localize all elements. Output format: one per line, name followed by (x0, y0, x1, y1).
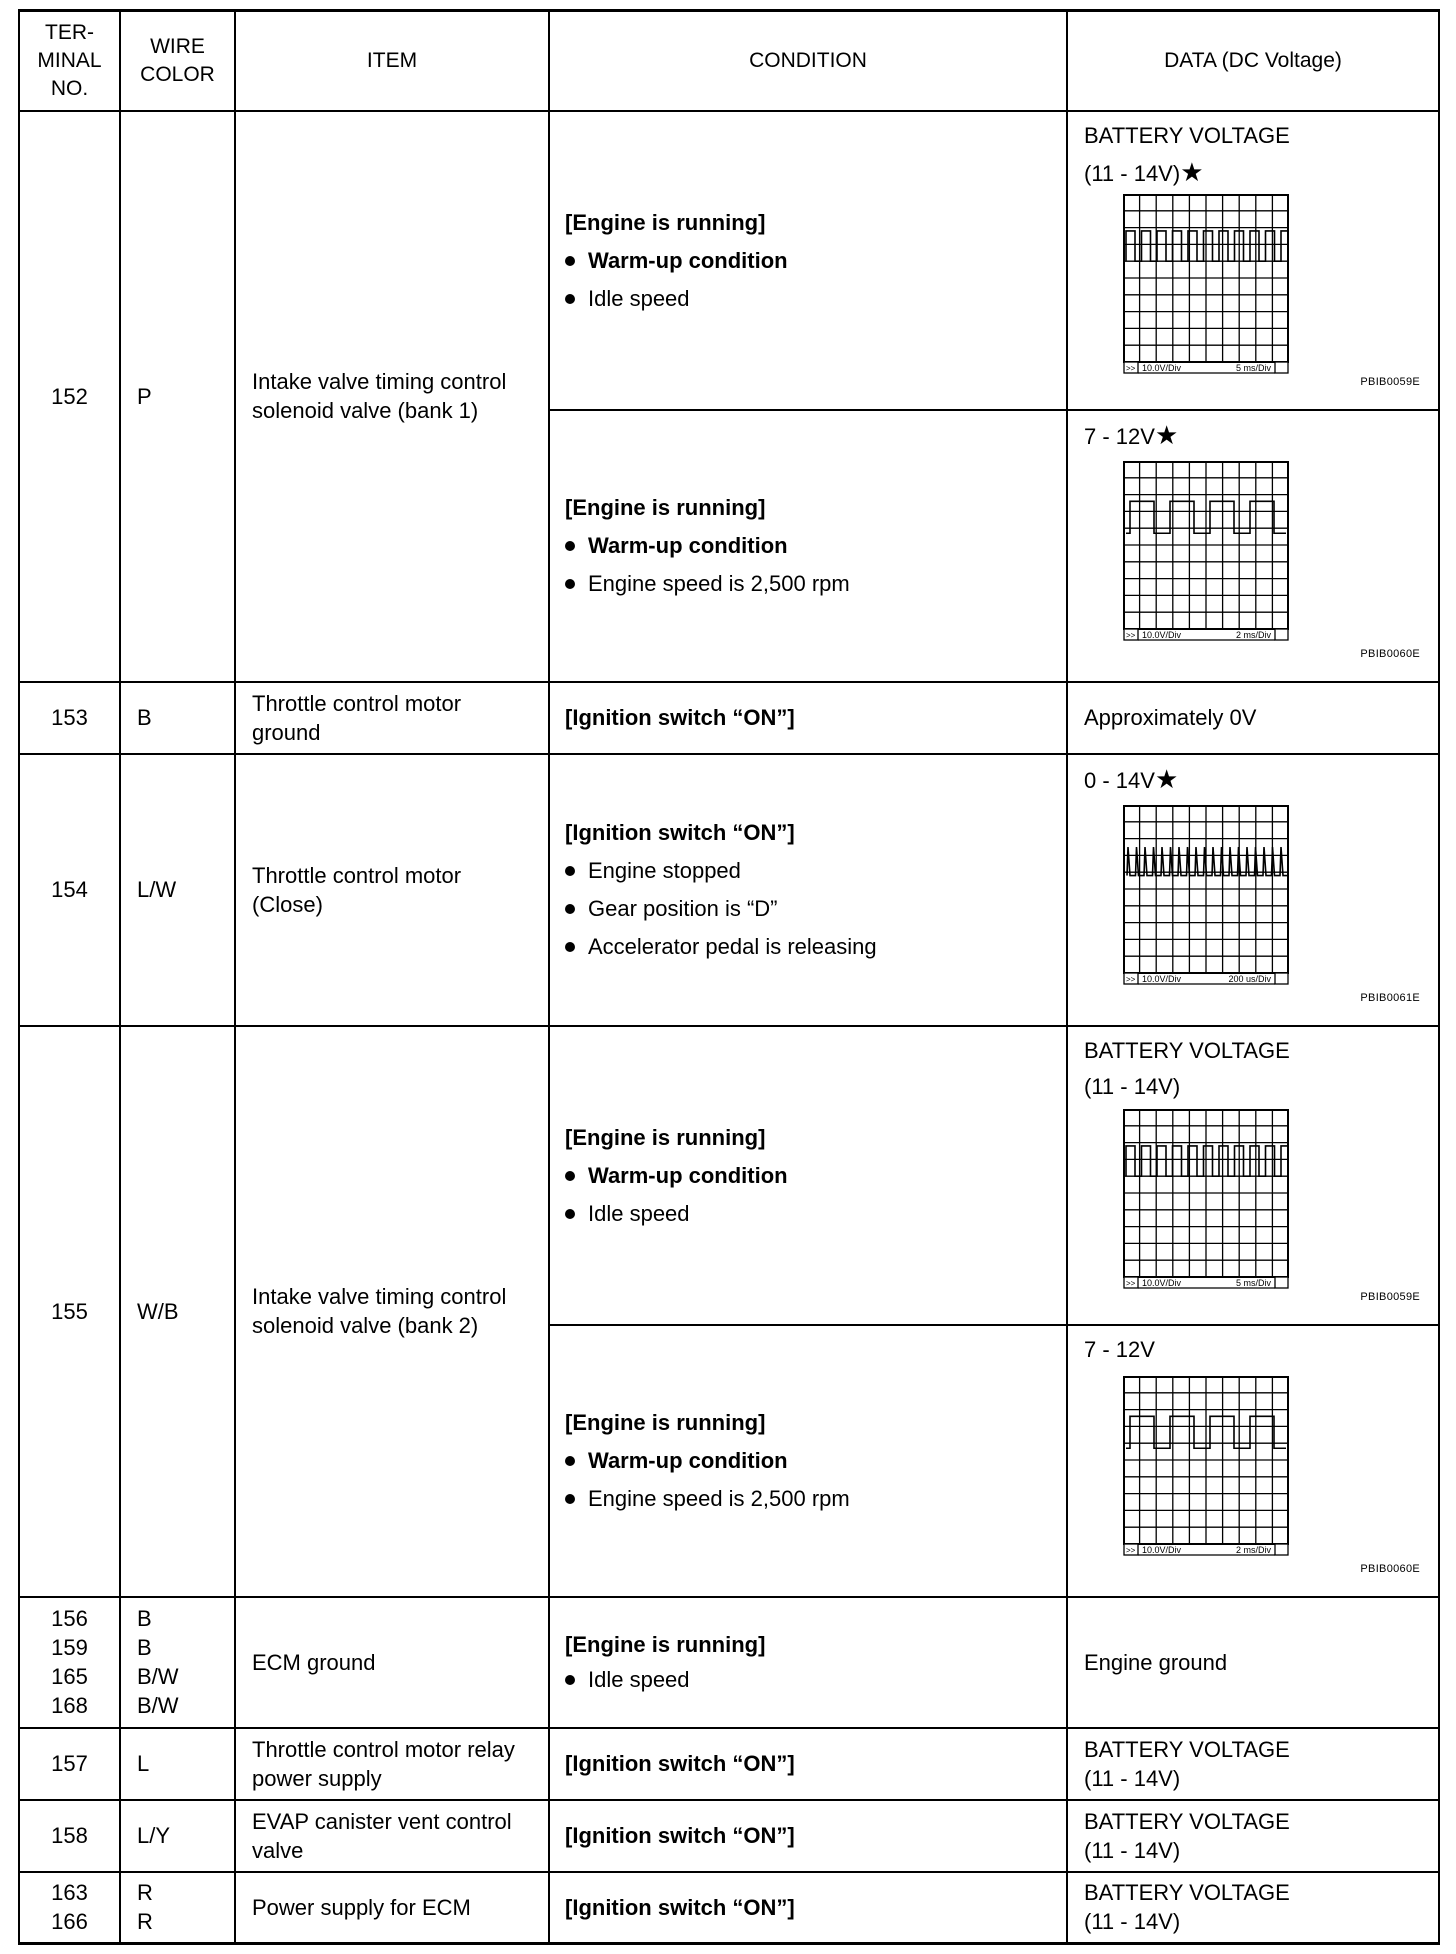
condition-cell (549, 111, 1067, 410)
condition-title: [Engine is running] (565, 495, 766, 520)
wire-color: L/Y (120, 1800, 235, 1872)
table-row (19, 1026, 1439, 1325)
figure-code: PBIB0059E (1360, 1290, 1420, 1303)
data-text: 7 - 12V (1084, 1336, 1155, 1362)
item-line: Intake valve timing control (252, 1284, 507, 1309)
condition-title: [Ignition switch “ON”] (565, 1751, 795, 1776)
item-line: Throttle control motor (252, 862, 462, 888)
ecm-terminal-table (18, 9, 1440, 1945)
bullet-text: Warm-up condition (588, 1448, 788, 1473)
bullet-text: Engine speed is 2,500 rpm (588, 571, 850, 596)
header-data: DATA (DC Voltage) (1067, 11, 1439, 111)
figure-code: PBIB0061E (1360, 991, 1420, 1004)
wire-line: R (137, 1909, 153, 1935)
data-cell (1067, 1872, 1439, 1944)
oscilloscope-waveform (1123, 194, 1289, 374)
data-cell (1067, 754, 1439, 1026)
table-row (19, 111, 1439, 410)
bullet-icon (565, 579, 575, 589)
bullet-icon (565, 942, 575, 952)
scope-time-label: 200 us/Div (1228, 973, 1271, 984)
condition-title: [Engine is running] (565, 209, 766, 235)
scope-grid (1124, 1377, 1288, 1544)
figure-code: PBIB0060E (1360, 647, 1420, 660)
item-line: EVAP canister vent control (252, 1808, 512, 1834)
bullet-text: Idle speed (588, 1200, 690, 1226)
data-text: (11 - 14V) (1084, 1765, 1181, 1791)
header-terminal-line: NO. (50, 76, 89, 100)
item-line: Intake valve timing control (252, 369, 507, 394)
wire-color: B (120, 682, 235, 754)
bullet-text: Warm-up condition (588, 533, 788, 558)
item-line: solenoid valve (bank 2) (252, 1313, 479, 1338)
bullet-icon (565, 1494, 575, 1504)
scope-time-label: 5 ms/Div (1235, 1277, 1271, 1288)
data-cell (1067, 1800, 1439, 1872)
scope-footer (1124, 629, 1288, 640)
header-terminal-line: TER- (45, 20, 94, 44)
item-cell: Power supply for ECM (235, 1872, 549, 1944)
condition-bullet (565, 284, 1066, 313)
table-row (19, 1800, 1439, 1872)
condition-bullet (565, 1446, 1066, 1475)
table-row (19, 1728, 1439, 1800)
condition-bullet (565, 932, 1066, 961)
terminal-line: 163 (51, 1880, 88, 1906)
scope-time-label: 2 ms/Div (1235, 629, 1271, 640)
condition-cell (549, 1597, 1067, 1728)
item-line: (Close) (252, 891, 323, 917)
data-value: 0 - 14V (1084, 767, 1155, 793)
bullet-icon (565, 256, 575, 266)
bullet-icon (565, 541, 575, 551)
terminal-no: 157 (19, 1728, 120, 1800)
header-wire-color (120, 11, 235, 111)
bullet-icon (565, 1171, 575, 1181)
oscilloscope-waveform (1123, 1109, 1289, 1289)
item-cell: ECM ground (235, 1597, 549, 1728)
scope-grid (1124, 462, 1288, 629)
item-cell (235, 682, 549, 754)
star-icon: ★ (1154, 419, 1179, 450)
data-text: (11 - 14V) (1084, 1909, 1181, 1935)
scope-arrow-label: >> (1126, 1545, 1136, 1555)
bullet-icon (565, 904, 575, 914)
bullet-text: Idle speed (588, 1667, 690, 1692)
data-text (1084, 154, 1438, 192)
condition-title: [Ignition switch “ON”] (565, 1823, 795, 1848)
condition-cell (549, 410, 1067, 682)
oscilloscope-waveform (1123, 1376, 1289, 1556)
oscilloscope-waveform (1123, 461, 1289, 641)
condition-title: [Ignition switch “ON”] (565, 705, 795, 730)
scope-volt-label: 10.0V/Div (1142, 362, 1182, 373)
data-text: (11 - 14V) (1084, 1073, 1181, 1099)
data-text (1084, 417, 1438, 455)
condition-bullet (565, 1665, 1066, 1694)
terminal-line: 165 (51, 1664, 88, 1689)
data-text: BATTERY VOLTAGE (1084, 122, 1290, 148)
condition-bullet (565, 1199, 1066, 1228)
scope-arrow-label: >> (1126, 1278, 1136, 1288)
figure-code: PBIB0060E (1360, 1562, 1420, 1575)
bullet-text: Warm-up condition (588, 247, 788, 273)
data-text: BATTERY VOLTAGE (1084, 1037, 1290, 1063)
condition-cell (549, 1800, 1067, 1872)
bullet-text: Accelerator pedal is releasing (588, 934, 877, 959)
terminal-no: 154 (19, 754, 120, 1026)
bullet-text: Gear position is “D” (588, 896, 778, 921)
wire-color: L (120, 1728, 235, 1800)
data-cell (1067, 1728, 1439, 1800)
data-cell (1067, 410, 1439, 682)
item-cell (235, 1026, 549, 1597)
condition-bullet (565, 1161, 1066, 1190)
scope-grid (1124, 806, 1288, 973)
header-terminal-line: MINAL (37, 48, 102, 72)
terminal-no: 155 (19, 1026, 120, 1597)
bullet-icon (565, 1675, 575, 1685)
scope-time-label: 5 ms/Div (1235, 362, 1271, 373)
header-condition: CONDITION (549, 11, 1067, 111)
data-cell (1067, 1026, 1439, 1325)
item-line: ground (252, 719, 321, 745)
wire-line: B/W (137, 1693, 179, 1718)
header-row (19, 11, 1439, 111)
table-row (19, 682, 1439, 754)
item-cell (235, 1800, 549, 1872)
terminal-no: 153 (19, 682, 120, 754)
bullet-icon (565, 1456, 575, 1466)
condition-title: [Ignition switch “ON”] (565, 820, 795, 845)
scope-volt-label: 10.0V/Div (1142, 1544, 1182, 1555)
scope-arrow-label: >> (1126, 363, 1136, 373)
scope-arrow-label: >> (1126, 974, 1136, 984)
condition-title: [Ignition switch “ON”] (565, 1894, 795, 1920)
data-cell (1067, 111, 1439, 410)
header-item: ITEM (235, 11, 549, 111)
scope-arrow-label: >> (1126, 630, 1136, 640)
data-cell (1067, 1325, 1439, 1597)
item-line: Throttle control motor (252, 690, 462, 716)
star-icon: ★ (1180, 156, 1204, 187)
scope-volt-label: 10.0V/Div (1142, 973, 1182, 984)
data-cell: Approximately 0V (1067, 682, 1439, 754)
scope-footer (1124, 973, 1288, 984)
bullet-icon (565, 294, 575, 304)
bullet-text: Engine stopped (588, 858, 741, 883)
item-line: Throttle control motor relay (252, 1736, 515, 1762)
bullet-icon (565, 1209, 575, 1219)
scope-footer (1124, 1277, 1288, 1288)
wire-color: W/B (120, 1026, 235, 1597)
bullet-text: Engine speed is 2,500 rpm (588, 1486, 850, 1511)
scope-footer (1124, 362, 1288, 373)
wire-color (120, 1872, 235, 1944)
condition-cell (549, 1728, 1067, 1800)
data-text (1084, 761, 1438, 799)
scope-volt-label: 10.0V/Div (1142, 1277, 1182, 1288)
data-text: BATTERY VOLTAGE (1084, 1880, 1290, 1906)
item-line: power supply (252, 1765, 382, 1791)
condition-title: [Engine is running] (565, 1410, 766, 1435)
terminal-line: 159 (51, 1635, 88, 1660)
oscilloscope-waveform (1123, 805, 1289, 985)
condition-bullet (565, 246, 1066, 275)
item-cell (235, 111, 549, 682)
scope-grid (1124, 195, 1288, 362)
terminal-no (19, 1597, 120, 1728)
data-text: BATTERY VOLTAGE (1084, 1808, 1290, 1834)
wire-line: B (137, 1606, 152, 1631)
data-text: BATTERY VOLTAGE (1084, 1736, 1290, 1762)
bullet-text: Warm-up condition (588, 1162, 788, 1188)
wire-color: P (120, 111, 235, 682)
scope-time-label: 2 ms/Div (1235, 1544, 1271, 1555)
terminal-no: 158 (19, 1800, 120, 1872)
condition-cell (549, 1872, 1067, 1944)
wire-line: B (137, 1635, 152, 1660)
condition-title: [Engine is running] (565, 1632, 766, 1657)
terminal-line: 156 (51, 1606, 88, 1631)
bullet-icon (565, 866, 575, 876)
condition-bullet (565, 1484, 1066, 1513)
wire-line: B/W (137, 1664, 179, 1689)
bullet-text: Idle speed (588, 285, 690, 311)
terminal-line: 168 (51, 1693, 88, 1718)
condition-cell (549, 1026, 1067, 1325)
data-value: 7 - 12V (1084, 423, 1155, 449)
condition-cell (549, 754, 1067, 1026)
table-row (19, 1597, 1439, 1728)
condition-bullet (565, 569, 1066, 598)
item-line: solenoid valve (bank 1) (252, 398, 479, 423)
header-wire-line: COLOR (140, 62, 215, 86)
header-terminal (19, 11, 120, 111)
condition-cell (549, 1325, 1067, 1597)
condition-bullet (565, 531, 1066, 560)
condition-title: [Engine is running] (565, 1124, 766, 1150)
data-cell: Engine ground (1067, 1597, 1439, 1728)
wire-color: L/W (120, 754, 235, 1026)
condition-bullet (565, 894, 1066, 923)
data-text: (11 - 14V) (1084, 1837, 1181, 1863)
terminal-no: 152 (19, 111, 120, 682)
table-row (19, 754, 1439, 1026)
terminal-line: 166 (51, 1909, 88, 1935)
item-cell (235, 754, 549, 1026)
figure-code: PBIB0059E (1360, 375, 1420, 388)
data-value: (11 - 14V) (1084, 160, 1181, 186)
condition-bullet (565, 856, 1066, 885)
header-wire-line: WIRE (150, 34, 205, 58)
star-icon: ★ (1154, 763, 1179, 794)
terminal-no (19, 1872, 120, 1944)
wire-color (120, 1597, 235, 1728)
wire-line: R (137, 1880, 153, 1906)
item-line: valve (252, 1837, 304, 1863)
table-row (19, 1872, 1439, 1944)
scope-volt-label: 10.0V/Div (1142, 629, 1182, 640)
scope-grid (1124, 1110, 1288, 1277)
condition-cell (549, 682, 1067, 754)
item-cell (235, 1728, 549, 1800)
scope-footer (1124, 1544, 1288, 1555)
